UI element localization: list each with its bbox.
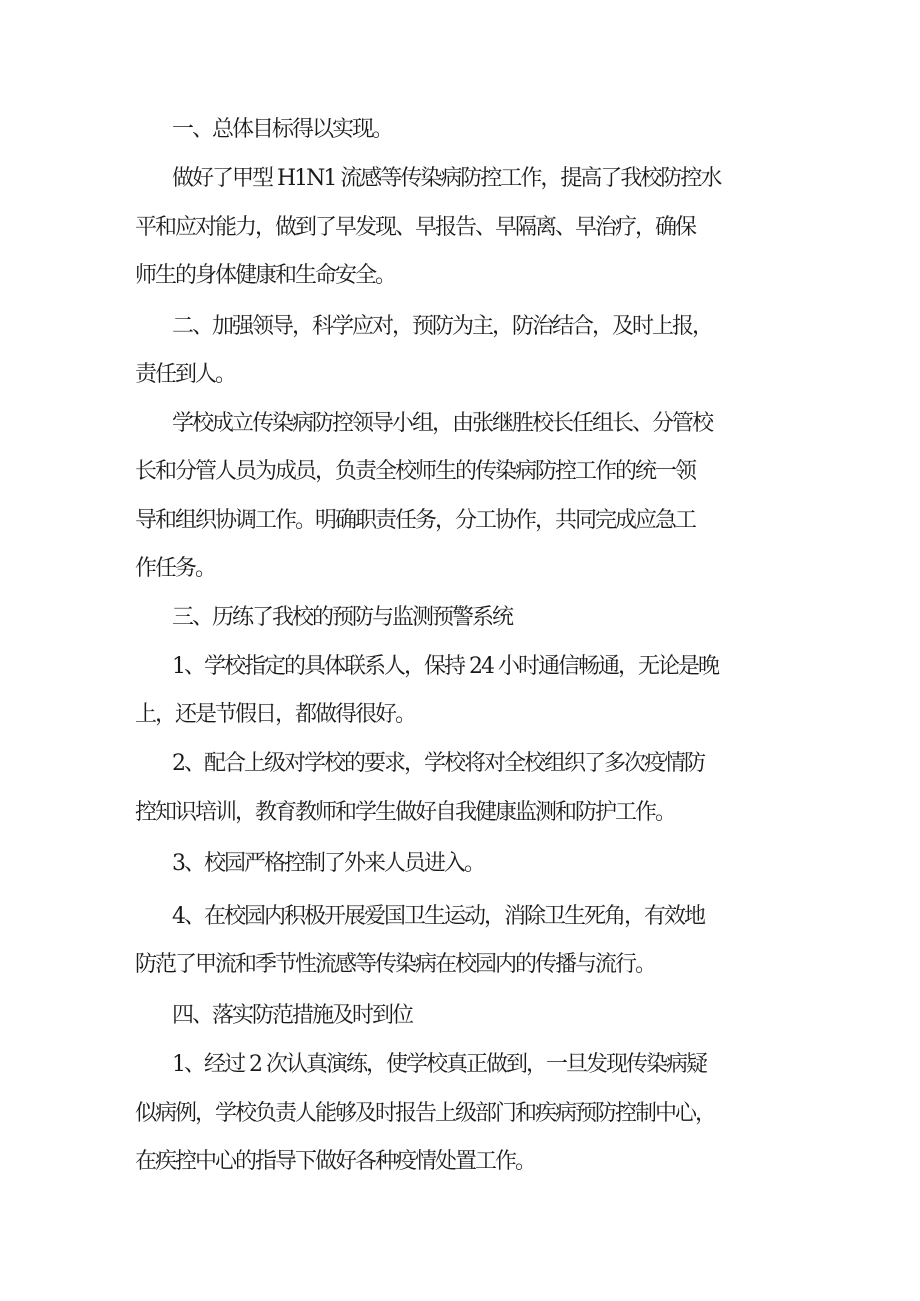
text-line: 责任到人。: [135, 362, 236, 387]
text-line: 似病例，学校负责人能够及时报告上级部门和疾病预防控制中心，: [135, 1101, 716, 1126]
text-line: 学校成立传染病防控领导小组，由张继胜校长任组长、分管校: [172, 411, 713, 436]
text-line: 在疾控中心的指导下做好各种疫情处置工作。: [135, 1149, 536, 1174]
text-line: 三、历练了我校的预防与监测预警系统: [172, 605, 513, 630]
text-line: 一、总体目标得以实现。: [172, 117, 393, 142]
text-line: 上，还是节假日，都做得很好。: [135, 702, 416, 727]
text-line: 四、落实防范措施及时到位: [172, 1003, 413, 1028]
text-line: 1、经过 2 次认真演练，使学校真正做到，一旦发现传染病疑: [172, 1052, 706, 1077]
text-line: 平和应对能力，做到了早发现、早报告、早隔离、早治疗，确保: [135, 215, 696, 240]
text-line: 长和分管人员为成员，负责全校师生的传染病防控工作的统一领: [135, 459, 696, 484]
text-line: 4、在校园内积极开展爱国卫生运动，消除卫生死角，有效地: [172, 904, 704, 929]
text-line: 作任务。: [135, 556, 216, 581]
text-line: 师生的身体健康和生命安全。: [135, 263, 396, 288]
text-line: 做好了甲型 H1N1 流感等传染病防控工作，提高了我校防控水: [172, 166, 721, 191]
text-line: 防范了甲流和季节性流感等传染病在校园内的传播与流行。: [135, 952, 656, 977]
text-line: 1、学校指定的具体联系人，保持 24 小时通信畅通，无论是晚: [172, 654, 718, 679]
text-line: 二、加强领导，科学应对，预防为主，防治结合，及时上报，: [172, 314, 713, 339]
text-line: 控知识培训，教育教师和学生做好自我健康监测和防护工作。: [135, 800, 676, 825]
text-line: 3、校园严格控制了外来人员进入。: [172, 851, 484, 876]
text-line: 2、配合上级对学校的要求，学校将对全校组织了多次疫情防: [172, 751, 704, 776]
text-line: 导和组织协调工作。明确职责任务，分工协作，共同完成应急工: [135, 508, 696, 533]
